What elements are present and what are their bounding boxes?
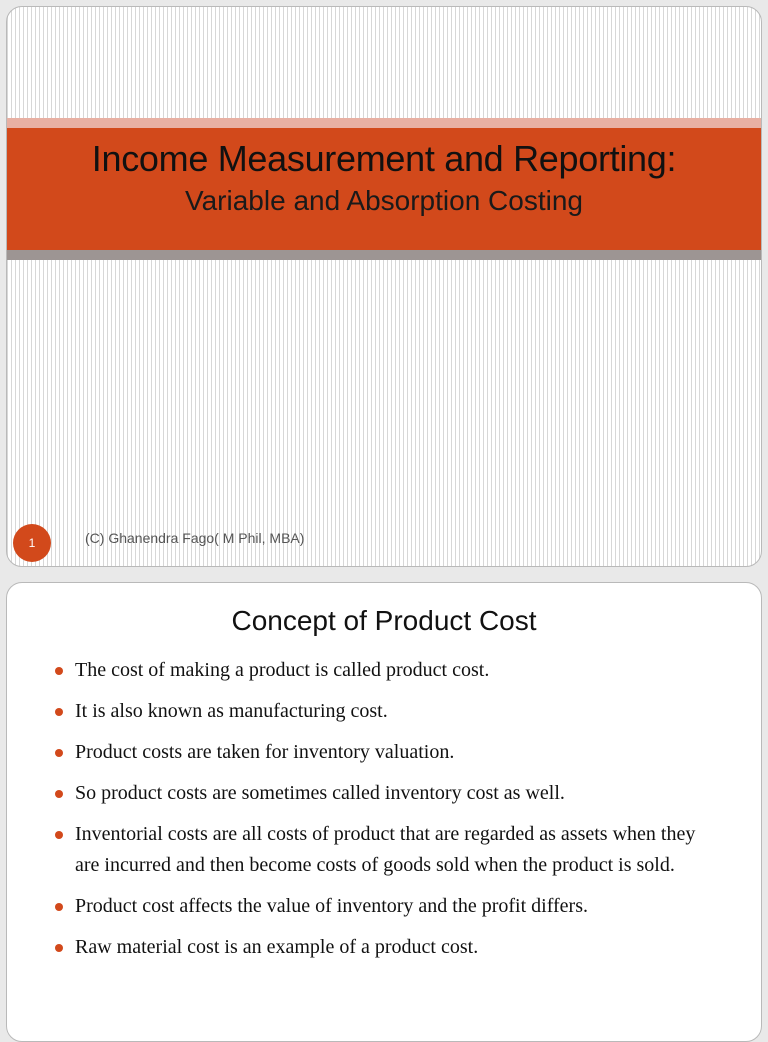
bullet-text: Raw material cost is an example of a product cost. [75,936,479,958]
bullet-dot-icon [55,749,63,757]
list-item [7,932,761,963]
title-slide [6,6,762,567]
title-band-bottom-strip [7,250,761,260]
bullet-dot-icon [55,790,63,798]
title-band [7,128,761,250]
bullet-dot-icon [55,903,63,911]
slide-subtitle: Variable and Absorption Costing [185,185,583,216]
bullet-text: Product cost affects the value of inventory and the profit differs. [75,895,588,917]
page-number-badge: 1 [13,524,51,562]
list-item [7,696,761,727]
bullet-text: It is also known as manufacturing cost. [75,700,388,722]
bullet-list [7,655,761,963]
title-band-top-strip [7,118,761,128]
content-slide [6,582,762,1042]
bullet-dot-icon [55,944,63,952]
bullet-text: The cost of making a product is called product cost. [75,659,490,681]
list-item [7,737,761,768]
list-item [7,778,761,809]
bullet-text: Product costs are taken for inventory valuation. [75,741,455,763]
bullet-text: So product costs are sometimes called inventory cost as well. [75,782,565,804]
content-slide-title: Concept of Product Cost [231,605,537,636]
bullet-dot-icon [55,831,63,839]
slide-footer: (C) Ghanendra Fago( M Phil, MBA) [85,530,305,546]
list-item [7,891,761,922]
list-item [7,819,761,881]
bullet-dot-icon [55,667,63,675]
slide-title: Income Measurement and Reporting: [91,138,677,179]
bullet-text: Inventorial costs are all costs of product that are regarded as assets when they are incurred and then become costs of goods sold when the product is sold. [75,823,696,876]
list-item [7,655,761,686]
bullet-dot-icon [55,708,63,716]
